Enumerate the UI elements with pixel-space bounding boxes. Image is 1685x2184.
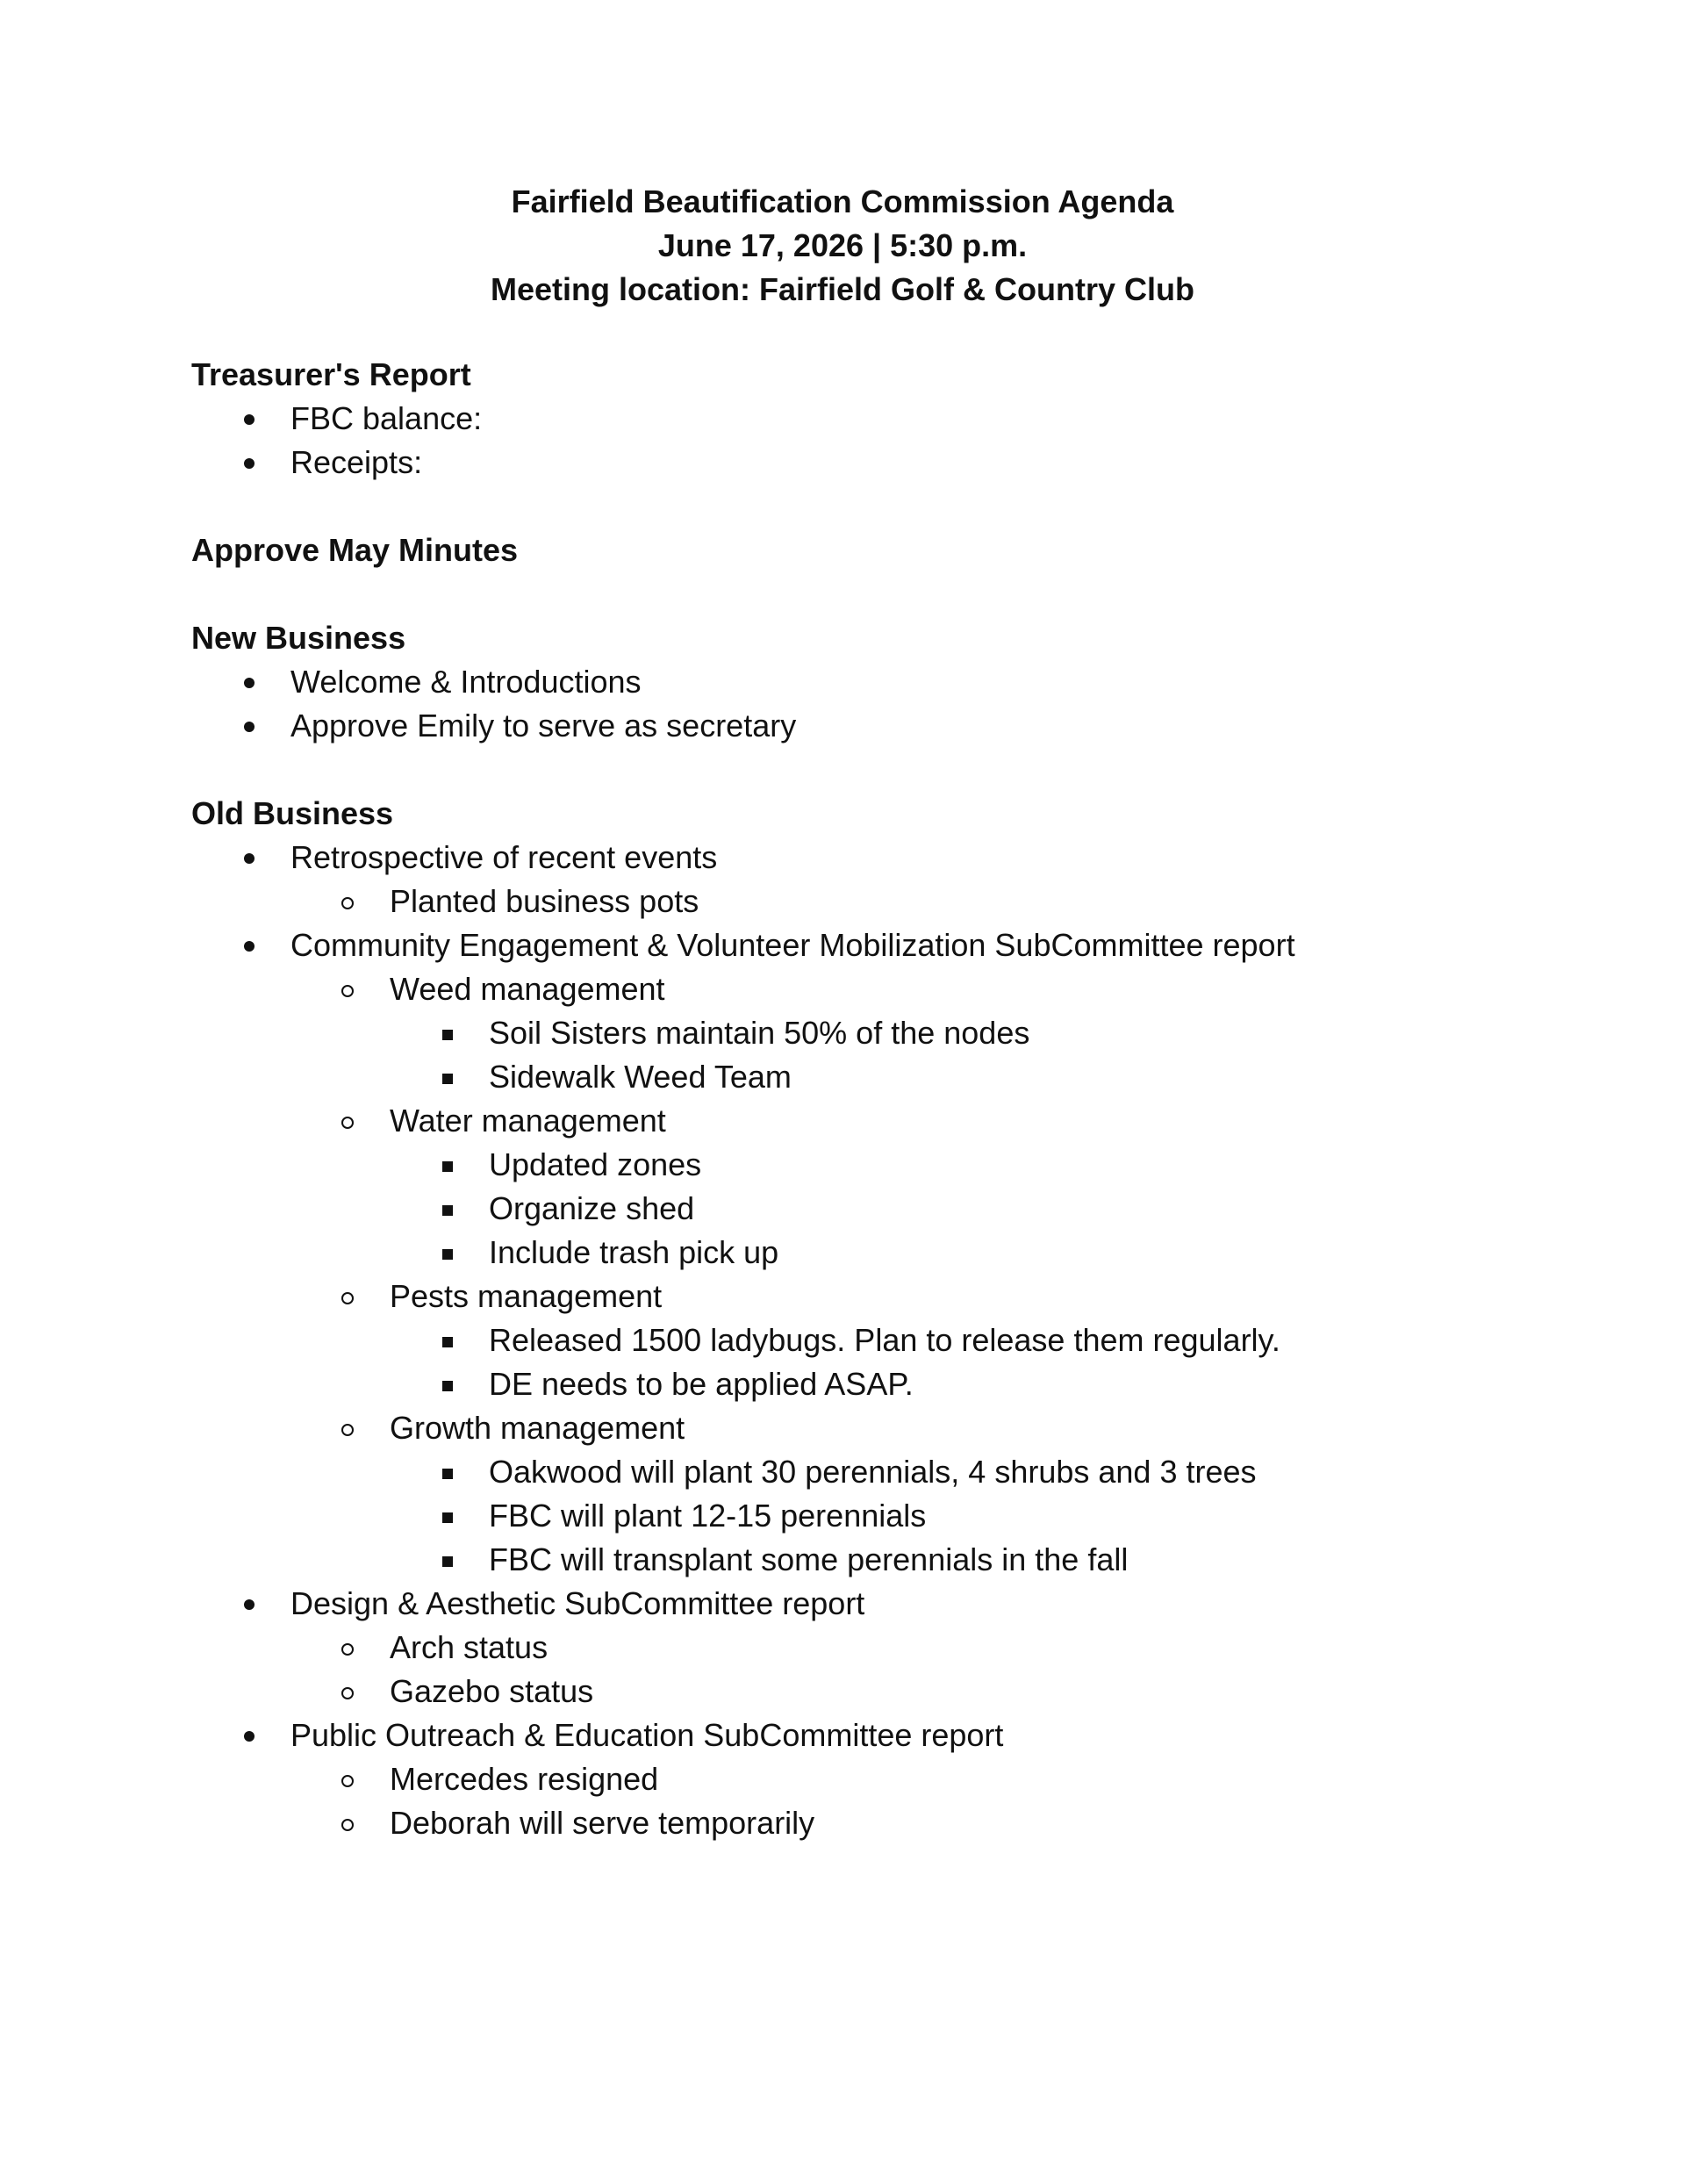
meeting-date-time: June 17, 2026 | 5:30 p.m. (657, 227, 1028, 263)
list-item (191, 923, 1508, 1582)
bullet-circle-icon (341, 1819, 354, 1831)
sub-sub-list-item (390, 1450, 1508, 1494)
section-approve-minutes (191, 528, 1508, 572)
sub-sub-list-item-label: Oakwood will plant 30 perennials, 4 shrubs and 3 trees (489, 1454, 1257, 1490)
list-item-label: Community Engagement & Volunteer Mobilization SubCommittee report (290, 927, 1295, 963)
section-title: Approve May Minutes (191, 532, 519, 568)
sub-sub-list (390, 1143, 1508, 1275)
bullet-dot-icon (244, 722, 255, 732)
sub-sub-list-item-label: Sidewalk Weed Team (489, 1059, 792, 1095)
list-item (191, 397, 1508, 441)
list-item-label: FBC balance: (290, 400, 483, 436)
bullet-square-icon (442, 1469, 453, 1479)
bullet-dot-icon (244, 853, 255, 864)
bullet-circle-icon (341, 1643, 354, 1656)
sub-sub-list-item-label: Soil Sisters maintain 50% of the nodes (489, 1015, 1030, 1051)
sub-list (290, 1626, 1508, 1713)
sub-list-item-label: Weed management (390, 971, 665, 1007)
sub-list-item-label: Gazebo status (390, 1673, 594, 1709)
bullet-square-icon (442, 1512, 453, 1523)
list-item-label: Welcome & Introductions (290, 664, 642, 700)
sub-sub-list-item (390, 1143, 1508, 1187)
sub-list-item (290, 1757, 1508, 1801)
bullet-circle-icon (341, 1775, 354, 1787)
list-item-label: Design & Aesthetic SubCommittee report (290, 1585, 865, 1621)
bullet-circle-icon (341, 1424, 354, 1436)
bullet-circle-icon (341, 897, 354, 909)
sub-sub-list-item-label: FBC will transplant some perennials in the fall (489, 1541, 1129, 1577)
section-new-business (191, 616, 1508, 748)
list-item-label: Receipts: (290, 444, 423, 480)
sub-list-item (290, 1275, 1508, 1406)
bullet-circle-icon (341, 1292, 354, 1304)
agenda-body (191, 353, 1508, 1845)
sub-list-item-label: Water management (390, 1103, 666, 1139)
bullet-circle-icon (341, 1117, 354, 1129)
sub-sub-list-item (390, 1494, 1508, 1538)
sub-sub-list-item-label: Updated zones (489, 1146, 702, 1182)
bullet-square-icon (442, 1381, 453, 1391)
sub-list-item (290, 967, 1508, 1099)
sub-sub-list-item-label: Released 1500 ladybugs. Plan to release them regularly. (489, 1322, 1280, 1358)
bullet-dot-icon (244, 678, 255, 688)
list-item (191, 660, 1508, 704)
sub-sub-list-item (390, 1538, 1508, 1582)
bullet-dot-icon (244, 941, 255, 952)
sub-sub-list (390, 1011, 1508, 1099)
sub-list-item (290, 1406, 1508, 1582)
list-item-label: Approve Emily to serve as secretary (290, 708, 797, 744)
bullet-dot-icon (244, 1599, 255, 1610)
bullet-square-icon (442, 1205, 453, 1216)
meeting-location: Meeting location: Fairfield Golf & Country Club (491, 271, 1194, 307)
bullet-square-icon (442, 1249, 453, 1260)
list-item (191, 1582, 1508, 1713)
sub-list-item (290, 1099, 1508, 1275)
sub-sub-list (390, 1318, 1508, 1406)
sub-sub-list-item (390, 1318, 1508, 1362)
list-item (191, 1713, 1508, 1845)
section-treasurers-report (191, 353, 1508, 485)
section-title: Old Business (191, 795, 394, 831)
bullet-circle-icon (341, 1687, 354, 1699)
sub-sub-list (390, 1450, 1508, 1582)
bullet-dot-icon (244, 414, 255, 425)
sub-list-item-label: Planted business pots (390, 883, 699, 919)
sub-sub-list-item (390, 1362, 1508, 1406)
sub-list-item-label: Mercedes resigned (390, 1761, 659, 1797)
sub-list-item-label: Arch status (390, 1629, 549, 1665)
bullet-dot-icon (244, 1731, 255, 1742)
bullet-list (191, 660, 1508, 748)
list-item (191, 441, 1508, 485)
sub-list-item (290, 880, 1508, 923)
bullet-square-icon (442, 1161, 453, 1172)
sub-sub-list-item (390, 1231, 1508, 1275)
agenda-header (0, 180, 1685, 312)
sub-list-item-label: Pests management (390, 1278, 663, 1314)
bullet-circle-icon (341, 985, 354, 997)
list-item-label: Retrospective of recent events (290, 839, 718, 875)
sub-sub-list-item-label: FBC will plant 12-15 perennials (489, 1498, 927, 1534)
bullet-dot-icon (244, 458, 255, 469)
sub-list-item (290, 1670, 1508, 1713)
section-title: Treasurer's Report (191, 356, 471, 392)
sub-sub-list-item-label: DE needs to be applied ASAP. (489, 1366, 914, 1402)
bullet-square-icon (442, 1337, 453, 1347)
sub-list (290, 967, 1508, 1582)
sub-list-item (290, 1626, 1508, 1670)
list-item (191, 836, 1508, 923)
sub-sub-list-item-label: Include trash pick up (489, 1234, 779, 1270)
list-item-label: Public Outreach & Education SubCommittee report (290, 1717, 1004, 1753)
bullet-square-icon (442, 1074, 453, 1084)
section-old-business (191, 792, 1508, 1845)
agenda-title: Fairfield Beautification Commission Agenda (511, 183, 1174, 219)
sub-list-item-label: Growth management (390, 1410, 685, 1446)
bullet-list (191, 836, 1508, 1845)
sub-list (290, 1757, 1508, 1845)
bullet-square-icon (442, 1556, 453, 1567)
bullet-list (191, 397, 1508, 485)
sub-sub-list-item-label: Organize shed (489, 1190, 695, 1226)
section-title: New Business (191, 620, 406, 656)
sub-list-item (290, 1801, 1508, 1845)
sub-list (290, 880, 1508, 923)
sub-list-item-label: Deborah will serve temporarily (390, 1805, 815, 1841)
list-item (191, 704, 1508, 748)
sub-sub-list-item (390, 1011, 1508, 1055)
sub-sub-list-item (390, 1187, 1508, 1231)
bullet-square-icon (442, 1030, 453, 1040)
sub-sub-list-item (390, 1055, 1508, 1099)
